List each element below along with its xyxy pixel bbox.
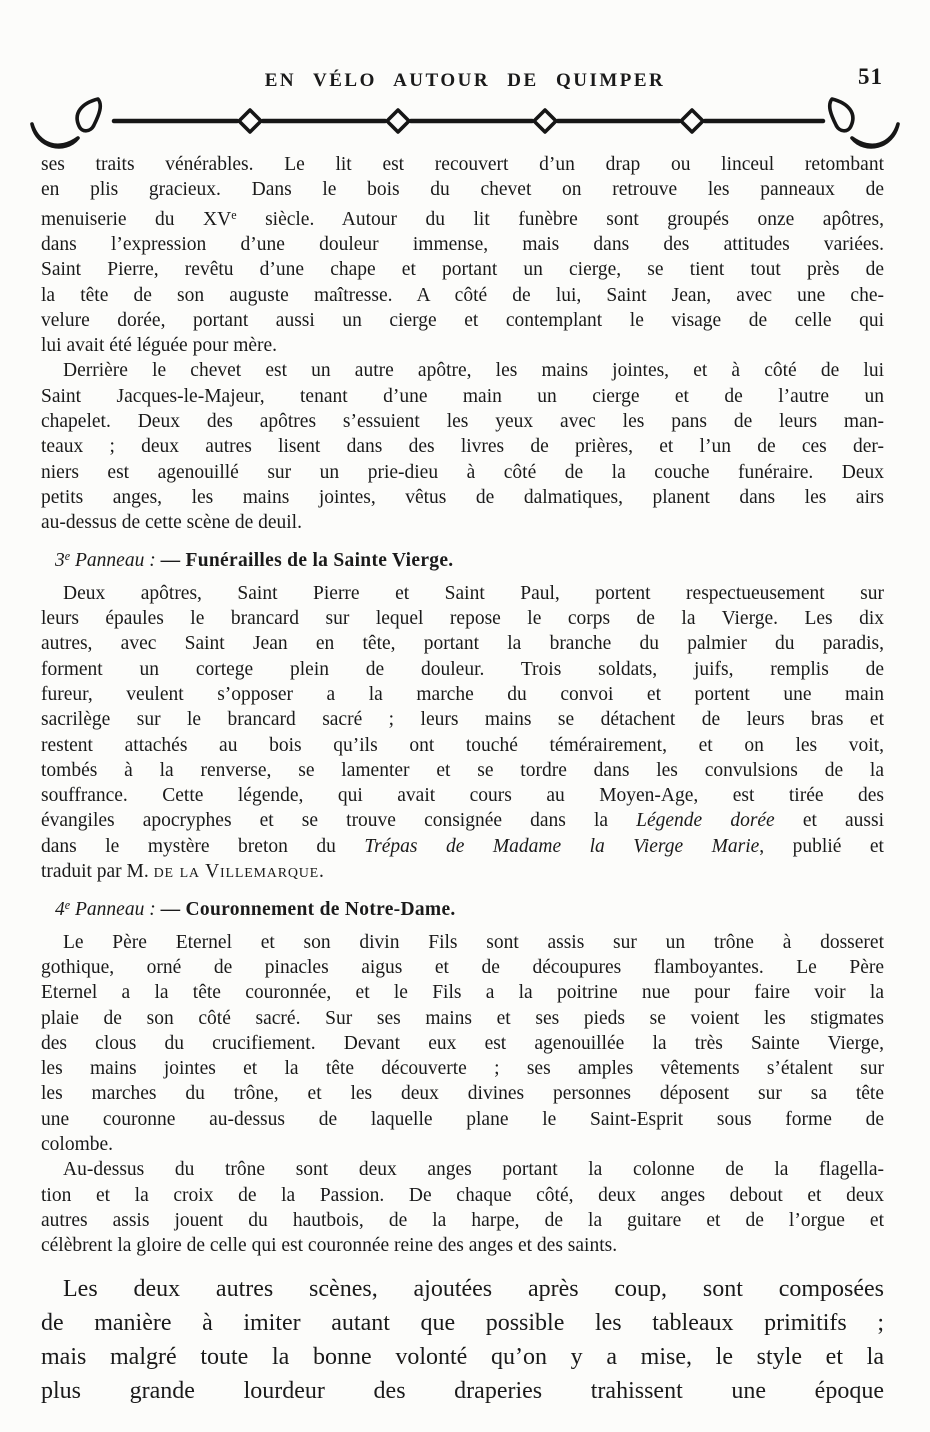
text-line: autres, avec Saint Jean en tête, portant la branche du palmier du paradis, bbox=[41, 633, 884, 655]
text-line: forment un cortege plein de douleur. Trois soldats, juifs, remplis de bbox=[41, 658, 884, 680]
text-line: lui avait été léguée pour mère. bbox=[41, 335, 278, 357]
styled-text: — Couronnement de Notre-Dame. bbox=[160, 899, 456, 921]
text-line: plaie de son côté sacré. Sur ses mains et ses pieds se voient les stigmates bbox=[41, 1007, 884, 1029]
text-line: dans l’expression d’une douleur immense, mais dans des attitudes variées. bbox=[41, 233, 884, 255]
paragraph bbox=[41, 152, 884, 358]
text-line: colombe. bbox=[41, 1134, 114, 1156]
styled-text: Panneau : bbox=[70, 899, 161, 921]
styled-text: e bbox=[64, 549, 71, 564]
text-line: chapelet. Deux des apôtres s’essuient les yeux avec les pans de leurs man- bbox=[41, 411, 884, 432]
text-line: évangiles apocryphes et se trouve consignée dans la Légende dorée et aussi bbox=[41, 810, 884, 832]
text-line: Le Père Eternel et son divin Fils sont assis sur un trône à dosseret bbox=[63, 931, 884, 953]
text-line: en plis gracieux. Dans le bois du chevet on retrouve les panneaux de bbox=[41, 179, 884, 201]
text-line: leurs épaules le brancard sur lequel repose le corps de la Vierge. Les dix bbox=[41, 608, 884, 630]
text-line: Saint Pierre, revêtu d’une chape et portant un cierge, se tient tout près de bbox=[41, 259, 884, 281]
text-line: Derrière le chevet est un autre apôtre, les mains jointes, et à côté de lui bbox=[63, 360, 884, 382]
text-line: Au-dessus du trône sont deux anges portant la colonne de la flagella- bbox=[63, 1159, 884, 1181]
ornamental-divider bbox=[28, 96, 902, 152]
text-line: sacrilège sur le brancard sacré ; leurs mains se détachent de leurs bras et bbox=[41, 709, 884, 731]
body-text bbox=[41, 152, 884, 1408]
text-line: ses traits vénérables. Le lit est recouvert d’un drap ou linceul retombant bbox=[41, 154, 884, 175]
paragraph bbox=[41, 930, 884, 1158]
text-line: Les deux autres scènes, ajoutées après coup, sont composées bbox=[63, 1275, 884, 1302]
styled-text: Panneau : bbox=[70, 550, 161, 572]
text-line: traduit par M. de la Villemarque. bbox=[41, 861, 325, 883]
left-scroll-ornament bbox=[32, 99, 100, 147]
text-line: des clous du crucifiement. Devant eux est agenouillée la très Sainte Vierge, bbox=[41, 1032, 884, 1054]
text-line: Deux apôtres, Saint Pierre et Saint Paul, portent respectueusement sur bbox=[63, 582, 884, 604]
paragraph bbox=[41, 1272, 884, 1408]
text-line: au-dessus de cette scène de deuil. bbox=[41, 512, 302, 534]
running-head-title: EN VÉLO AUTOUR DE QUIMPER bbox=[264, 70, 666, 91]
text-line: fureur, veulent s’opposer a la marche du convoi et portent une main bbox=[41, 684, 884, 705]
text-line: Saint Jacques-le-Majeur, tenant d’une main un cierge et de l’autre un bbox=[41, 385, 884, 407]
text-line: velure dorée, portant aussi un cierge et contemplant le visage de celle qui bbox=[41, 309, 884, 331]
text-line: restent attachés au bois qu’ils ont touché témérairement, et on les voit, bbox=[41, 734, 884, 756]
text-line: autres assis jouent du hautbois, de la harpe, de la guitare et de l’orgue et bbox=[41, 1209, 884, 1231]
paragraph bbox=[41, 358, 884, 535]
styled-text: de la Villemarque. bbox=[153, 861, 325, 883]
text-line: de manière à imiter autant que possible les tableaux primitifs ; bbox=[41, 1309, 884, 1336]
text-line: gothique, orné de pinacles aigus et de découpures flamboyantes. Le Père bbox=[41, 957, 884, 978]
styled-text: Trépas de Madame la Vierge Marie bbox=[364, 835, 760, 857]
page-number: 51 bbox=[858, 64, 883, 89]
paragraph bbox=[41, 581, 884, 885]
text-line: petits anges, les mains jointes, vêtus de dalmatiques, planent dans les airs bbox=[41, 486, 884, 508]
text-line: mais malgré toute la bonne volonté qu’on y a mise, le style et la bbox=[41, 1343, 884, 1370]
paragraph bbox=[41, 1157, 884, 1258]
text-line: niers est agenouillé sur un prie-dieu à côté de la couche funéraire. Deux bbox=[41, 461, 884, 483]
text-line: menuiserie du XVe siècle. Autour du lit funèbre sont groupés onze apôtres, bbox=[41, 207, 884, 230]
text-line: souffrance. Cette légende, qui avait cours au Moyen-Age, est tirée des bbox=[41, 785, 884, 807]
text-line bbox=[41, 893, 884, 922]
styled-text: — Funérailles de la Sainte Vierge. bbox=[160, 550, 454, 572]
text-line bbox=[41, 544, 884, 573]
text-line: une couronne au-dessus de laquelle plane le Saint-Esprit sous forme de bbox=[41, 1108, 884, 1130]
text-line: la tête de son auguste maîtresse. A côté de lui, Saint Jean, avec une che- bbox=[41, 284, 884, 306]
section-heading bbox=[41, 544, 884, 573]
text-line: plus grande lourdeur des draperies trahissent une époque bbox=[41, 1377, 884, 1404]
right-scroll-ornament bbox=[830, 99, 898, 147]
styled-text: e bbox=[231, 207, 237, 222]
section-heading bbox=[41, 893, 884, 922]
text-line: les mains jointes et la tête découverte ; ses amples vêtements s’étalent sur bbox=[41, 1058, 884, 1080]
styled-text: 4 bbox=[55, 899, 65, 921]
text-line: tion et la croix de la Passion. De chaque côté, deux anges debout et deux bbox=[41, 1184, 884, 1206]
text-line: Eternel a la tête couronnée, et le Fils a la poitrine nue pour faire voir la bbox=[41, 982, 884, 1004]
styled-text: Légende dorée bbox=[636, 810, 775, 832]
text-line: célèbrent la gloire de celle qui est couronnée reine des anges et des saints. bbox=[41, 1235, 618, 1257]
styled-text: 3 bbox=[55, 550, 65, 572]
styled-text: e bbox=[64, 898, 71, 913]
text-line: les marches du trône, et les deux divines personnes déposent sur sa tête bbox=[41, 1083, 884, 1105]
text-line: teaux ; deux autres lisent dans des livres de prières, et l’un de ces der- bbox=[41, 436, 884, 458]
text-line: tombés à la renverse, se lamenter et se tordre dans les convulsions de la bbox=[41, 759, 884, 781]
text-line: dans le mystère breton du Trépas de Madame la Vierge Marie, publié et bbox=[41, 835, 884, 857]
